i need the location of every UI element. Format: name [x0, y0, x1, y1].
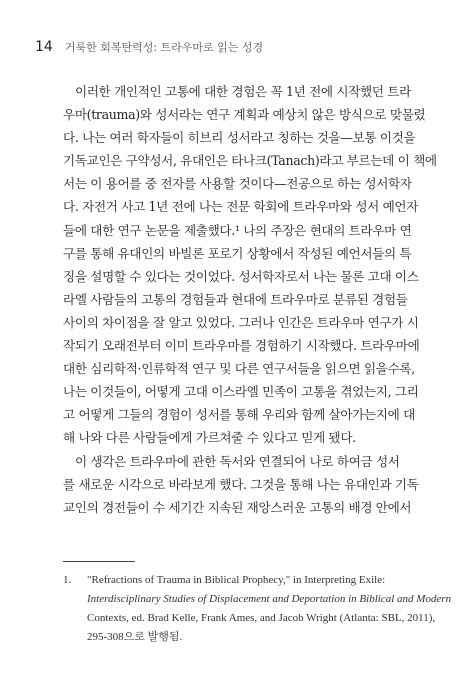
body-line: 징을 설명할 수 있다는 것이었다. 성서학자로서 나는 물론 고대 이스 — [63, 268, 419, 284]
body-line: 나는 이것들이, 어떻게 고대 이스라엘 민족이 고통을 겪었는지, 그리 — [63, 384, 419, 400]
body-line: 서는 이 용어를 중 전자를 사용할 것이다—전공으로 하는 성서학자 — [63, 176, 412, 192]
body-line: 대한 심리학적·인류학적 연구 및 다른 연구서들을 읽으면 읽을수록, — [63, 361, 415, 377]
page-number: 14 — [35, 39, 53, 55]
body-line: 다. 나는 여러 학자들이 히브리 성서라고 칭하는 것을—보통 이것을 — [63, 130, 416, 146]
footnote-number: 1. — [63, 574, 72, 586]
footnotes — [63, 571, 452, 647]
footnote-line: Interdisciplinary Studies of Displacement and Deportation in Biblical and Modern — [87, 593, 452, 605]
body-line: 기독교인은 구약성서, 유대인은 타나크(Tanach)라고 부르는데 이 책에 — [63, 153, 437, 169]
body-text — [63, 80, 437, 519]
page-header — [35, 39, 263, 55]
running-title: 거룩한 회복탄력성: 트라우마로 읽는 성경 — [64, 41, 264, 54]
body-line: 해 나와 다른 사람들에게 가르쳐줄 수 있다고 믿게 됐다. — [63, 430, 356, 446]
body-line: 를 새로운 시각으로 바라보게 했다. 그것을 통해 나는 유대인과 기독 — [63, 476, 419, 492]
footnote-line: Contexts, ed. Brad Kelle, Frank Ames, and Jacob Wright (Atlanta: SBL, 2011), — [87, 612, 436, 624]
body-line: 구를 통해 유대인의 바빌론 포로기 상황에서 작성된 예언서들의 특 — [63, 245, 412, 261]
body-line: 들에 대한 연구 논문을 제출했다.¹ 나의 주장은 현대의 트라우마 연 — [63, 222, 412, 238]
body-line: 우마(trauma)와 성서라는 연구 계획과 예상치 않은 방식으로 맞물렸 — [63, 107, 426, 123]
footnote-divider — [63, 561, 135, 562]
footnote-line — [63, 571, 443, 590]
body-line: 사이의 차이점을 잘 알고 있었다. 그러나 인간은 트라우마 연구가 시 — [63, 314, 419, 330]
footnote-line: 295-308으로 발행됨. — [87, 631, 183, 643]
body-line: 이러한 개인적인 고통에 대한 경험은 꼭 1년 전에 시작했던 트라 — [75, 84, 411, 99]
body-line: 작되기 오래전부터 이미 트라우마를 경험하기 시작했다. 트라우마에 — [63, 338, 420, 354]
body-line: 라엘 사람들의 고통의 경험들과 현대에 트라우마로 분류된 경험들 — [63, 291, 408, 307]
body-line: 고 어떻게 그들의 경험이 성서를 통해 우리와 함께 살아가는지에 대 — [63, 407, 415, 423]
body-line: 다. 자전거 사고 1년 전에 나는 전문 학회에 트라우마와 성서 예언자 — [63, 199, 419, 215]
body-line: 이 생각은 트라우마에 관한 독서와 연결되어 나로 하여금 성서 — [75, 453, 400, 469]
body-line: 교인의 경전들이 수 세기간 지속된 재앙스러운 고통의 배경 안에서 — [63, 499, 412, 515]
footnote-text: "Refractions of Trauma in Biblical Prophecy," in Interpreting Exile: — [87, 574, 386, 586]
